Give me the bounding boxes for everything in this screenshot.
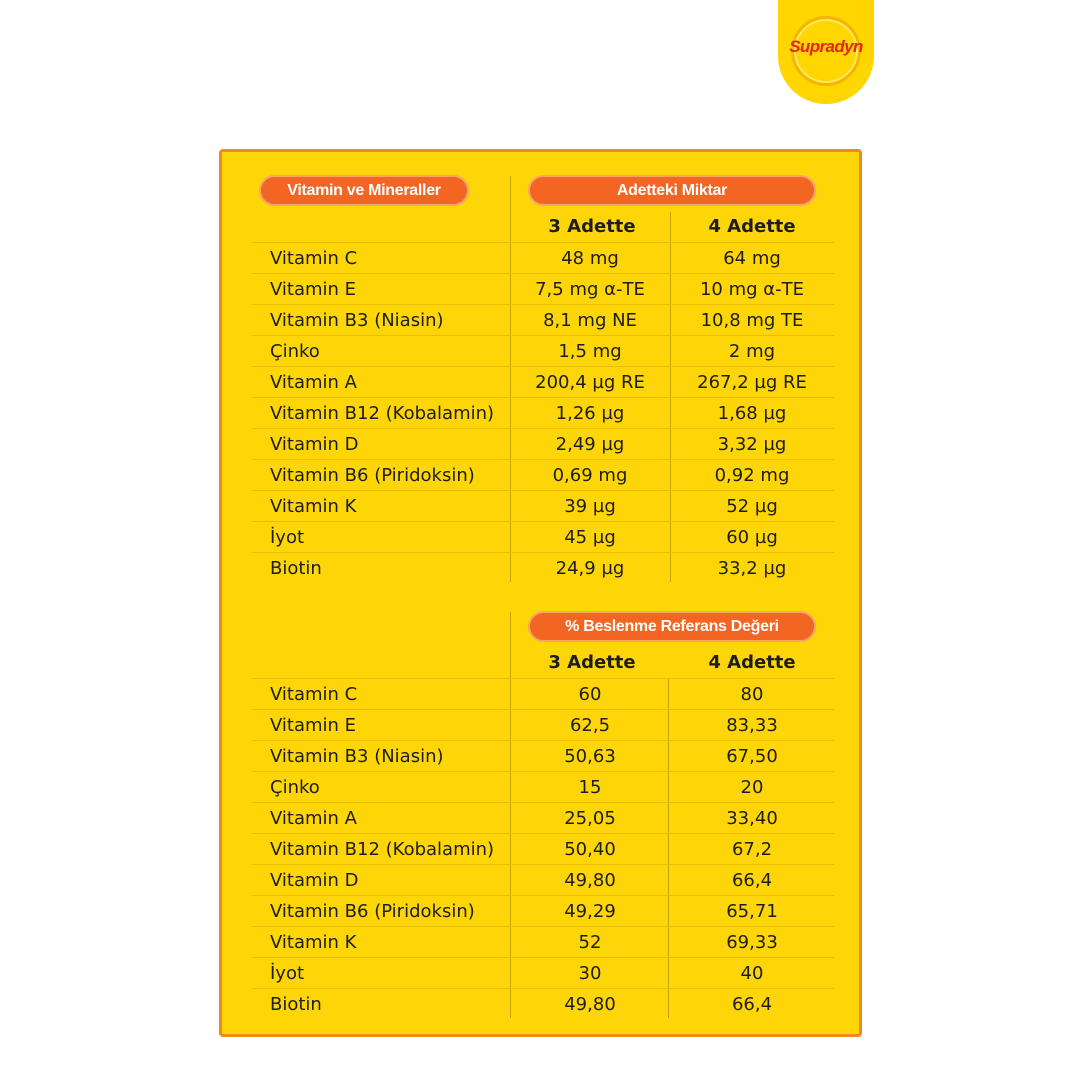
value-4-adette: 64 mg — [723, 248, 781, 269]
brand-logo-tab — [778, 0, 874, 104]
table-row — [252, 367, 834, 398]
nutrient-name: Vitamin B3 (Niasin) — [270, 746, 444, 767]
value-3-adette: 62,5 — [569, 715, 611, 736]
value-4-adette: 66,4 — [731, 870, 773, 891]
value-4-adette: 2 mg — [728, 341, 776, 362]
table-row — [252, 834, 834, 865]
value-3-adette: 8,1 mg NE — [543, 310, 637, 331]
nutrient-name: Vitamin B6 (Piridoksin) — [270, 901, 475, 922]
nutrient-name: İyot — [270, 963, 305, 984]
value-4-adette: 60 µg — [726, 527, 778, 548]
value-3-adette: 50,63 — [564, 746, 616, 767]
value-4-adette: 69,33 — [726, 932, 778, 953]
value-3-adette: 39 µg — [564, 496, 616, 517]
value-3-adette: 15 — [578, 777, 602, 798]
value-4-adette: 66,4 — [731, 994, 773, 1015]
vitamins-minerals-pill: Vitamin ve Mineraller — [259, 175, 469, 206]
value-4-adette: 33,2 µg — [717, 558, 787, 579]
amount-per-serving-pill: Adetteki Miktar — [528, 175, 816, 206]
nutrient-name: Vitamin D — [270, 870, 359, 891]
nutrient-name: Vitamin A — [270, 372, 357, 393]
table-row — [252, 274, 834, 305]
value-4-adette: 0,92 mg — [714, 465, 790, 486]
nutrient-name: Vitamin B6 (Piridoksin) — [270, 465, 475, 486]
nutrient-name: Vitamin K — [270, 496, 357, 517]
value-4-adette: 40 — [740, 963, 764, 984]
nrv-col-4-header: 4 Adette — [708, 652, 796, 673]
nutrient-name: Çinko — [270, 777, 320, 798]
value-3-adette: 49,80 — [564, 994, 616, 1015]
table-row — [252, 741, 834, 772]
value-3-adette: 25,05 — [564, 808, 616, 829]
nutrient-name: Biotin — [270, 994, 322, 1015]
amount-col-4-header: 4 Adette — [708, 216, 796, 237]
value-3-adette: 200,4 µg RE — [535, 372, 645, 393]
value-4-adette: 83,33 — [726, 715, 778, 736]
value-4-adette: 65,71 — [726, 901, 778, 922]
value-3-adette: 60 — [578, 684, 602, 705]
table-row — [252, 336, 834, 367]
value-3-adette: 0,69 mg — [552, 465, 628, 486]
value-4-adette: 67,2 — [731, 839, 773, 860]
table-row — [252, 989, 834, 1020]
value-4-adette: 80 — [740, 684, 764, 705]
nutrient-name: İyot — [270, 527, 305, 548]
nutrient-name: Çinko — [270, 341, 320, 362]
value-3-adette: 7,5 mg α-TE — [535, 279, 645, 300]
table-row — [252, 958, 834, 989]
table-row — [252, 927, 834, 958]
table-row — [252, 243, 834, 274]
nutrient-name: Vitamin A — [270, 808, 357, 829]
table-row — [252, 865, 834, 896]
nutrition-table-card — [219, 149, 862, 1037]
table-row — [252, 803, 834, 834]
value-3-adette: 50,40 — [564, 839, 616, 860]
value-4-adette: 267,2 µg RE — [697, 372, 807, 393]
table-row — [252, 772, 834, 803]
value-3-adette: 30 — [578, 963, 602, 984]
value-4-adette: 3,32 µg — [717, 434, 787, 455]
value-4-adette: 10 mg α-TE — [699, 279, 805, 300]
value-3-adette: 1,26 µg — [555, 403, 625, 424]
value-3-adette: 1,5 mg — [558, 341, 622, 362]
value-4-adette: 20 — [740, 777, 764, 798]
value-4-adette: 10,8 mg TE — [700, 310, 804, 331]
value-4-adette: 67,50 — [726, 746, 778, 767]
nrv-pill: % Beslenme Referans Değeri — [528, 611, 816, 642]
value-4-adette: 52 µg — [726, 496, 778, 517]
value-3-adette: 48 mg — [561, 248, 619, 269]
nutrient-name: Vitamin D — [270, 434, 359, 455]
nutrient-name: Vitamin E — [270, 279, 357, 300]
nutrient-name: Vitamin K — [270, 932, 357, 953]
value-3-adette: 49,80 — [564, 870, 616, 891]
value-3-adette: 49,29 — [564, 901, 616, 922]
nutrient-name: Vitamin B3 (Niasin) — [270, 310, 444, 331]
table-row — [252, 429, 834, 460]
nutrient-name: Vitamin B12 (Kobalamin) — [270, 839, 495, 860]
table-row — [252, 896, 834, 927]
table-row — [252, 491, 834, 522]
nutrient-name: Vitamin B12 (Kobalamin) — [270, 403, 495, 424]
nutrient-name: Vitamin C — [270, 248, 358, 269]
amount-col-3-header: 3 Adette — [548, 216, 636, 237]
table-row — [252, 522, 834, 553]
table-row — [252, 679, 834, 710]
table-row — [252, 460, 834, 491]
nutrient-name: Vitamin C — [270, 684, 358, 705]
nutrient-name: Vitamin E — [270, 715, 357, 736]
nutrient-name: Biotin — [270, 558, 322, 579]
table-row — [252, 398, 834, 429]
value-3-adette: 2,49 µg — [555, 434, 625, 455]
table-row — [252, 710, 834, 741]
value-4-adette: 1,68 µg — [717, 403, 787, 424]
table-row — [252, 553, 834, 584]
brand-logo-text: Supradyn — [789, 37, 863, 56]
value-3-adette: 45 µg — [564, 527, 616, 548]
value-3-adette: 24,9 µg — [555, 558, 625, 579]
table-row — [252, 305, 834, 336]
nrv-col-3-header: 3 Adette — [548, 652, 636, 673]
value-3-adette: 52 — [578, 932, 602, 953]
value-4-adette: 33,40 — [726, 808, 778, 829]
